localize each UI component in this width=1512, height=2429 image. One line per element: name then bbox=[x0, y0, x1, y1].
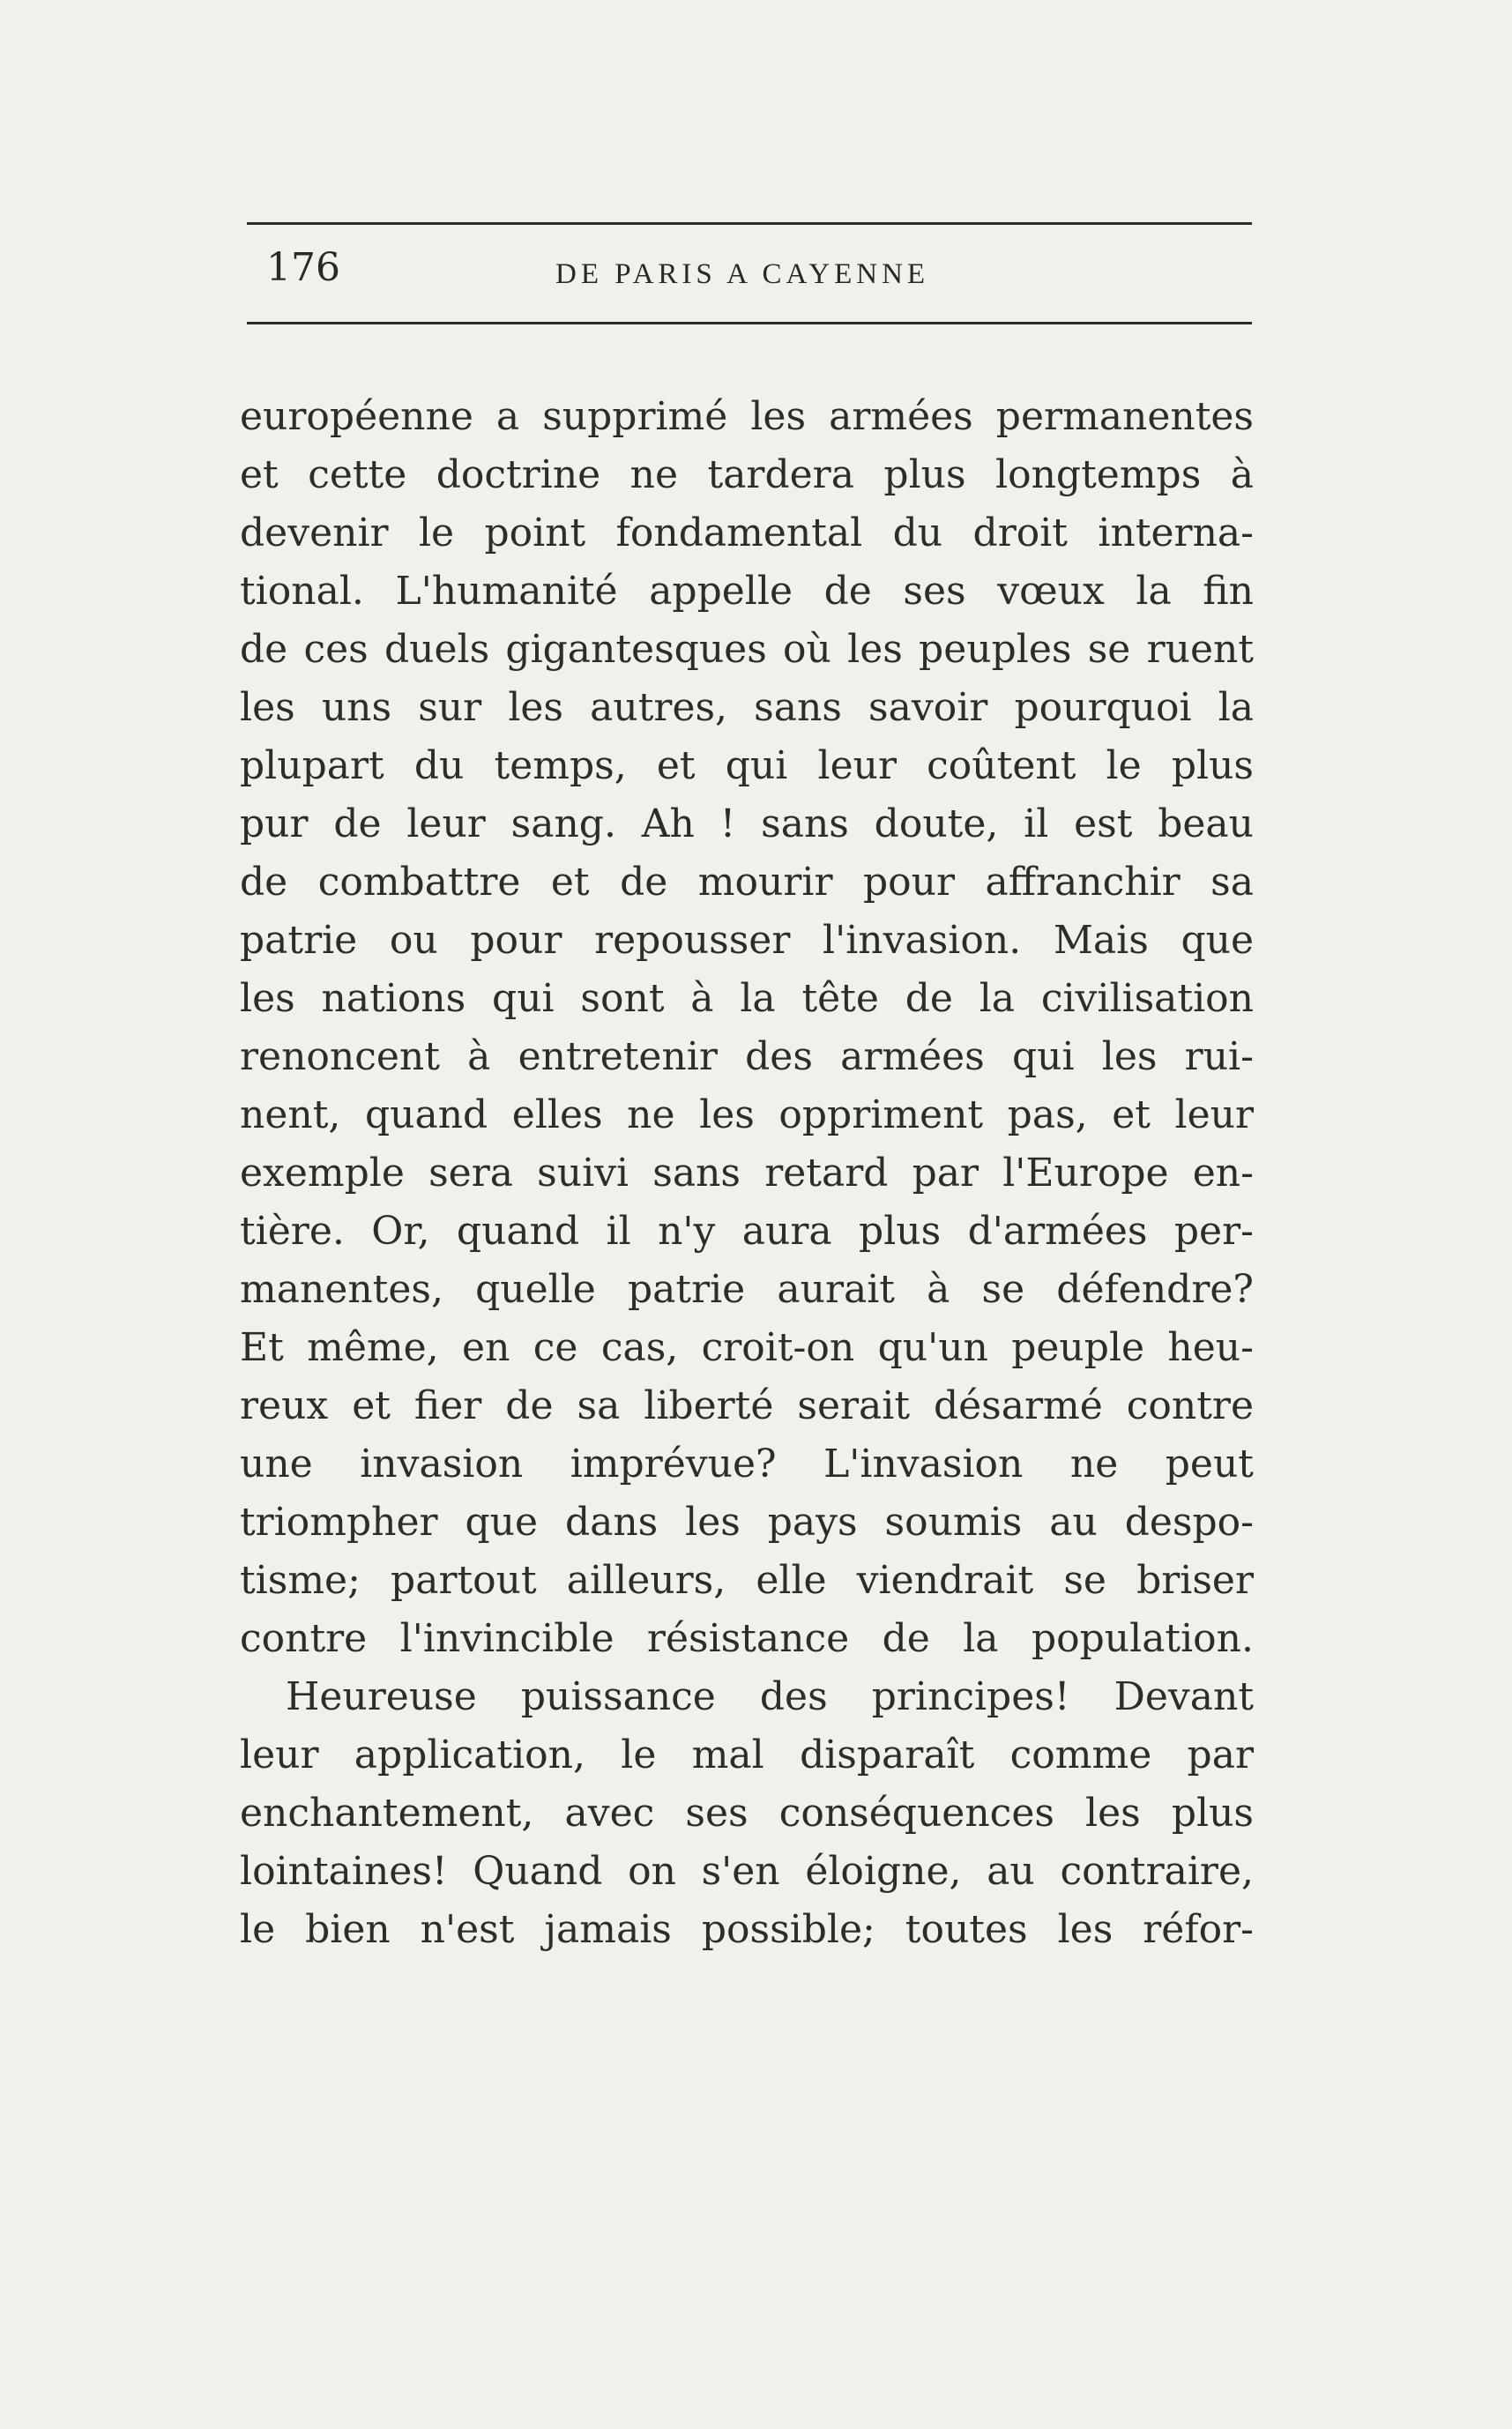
text-line: et cette doctrine ne tardera plus longtemps à bbox=[240, 452, 1254, 497]
text-line: tière. Or, quand il n'y aura plus d'armées per- bbox=[240, 1209, 1254, 1254]
text-line: patrie ou pour repousser l'invasion. Mais que bbox=[240, 918, 1254, 963]
text-line: manentes, quelle patrie aurait à se défendre? bbox=[240, 1267, 1254, 1312]
running-title: DE PARIS A CAYENNE bbox=[555, 258, 930, 290]
running-head bbox=[247, 222, 1252, 326]
header-top-rule bbox=[247, 222, 1252, 225]
text-line: leur application, le mal disparaît comme par bbox=[240, 1732, 1254, 1777]
text-line: européenne a supprimé les armées permanentes bbox=[240, 394, 1254, 439]
body-text bbox=[240, 388, 1254, 1959]
paragraph-end-line: contre l'invincible résistance de la population. bbox=[240, 1616, 1254, 1661]
paragraph-start-line: Heureuse puissance des principes! Devant bbox=[286, 1674, 1254, 1719]
text-line: pur de leur sang. Ah ! sans doute, il est beau bbox=[240, 801, 1254, 846]
page-number: 176 bbox=[266, 245, 340, 290]
text-line: devenir le point fondamental du droit interna- bbox=[240, 510, 1254, 555]
text-line: tisme; partout ailleurs, elle viendrait se briser bbox=[240, 1558, 1254, 1603]
text-line: plupart du temps, et qui leur coûtent le plus bbox=[240, 743, 1254, 788]
text-line: les nations qui sont à la tête de la civilisation bbox=[240, 976, 1254, 1021]
text-line: lointaines! Quand on s'en éloigne, au contraire, bbox=[240, 1849, 1254, 1894]
text-line: Et même, en ce cas, croit-on qu'un peuple heu- bbox=[240, 1325, 1254, 1370]
header-bottom-rule bbox=[247, 322, 1252, 324]
text-line: triompher que dans les pays soumis au despo- bbox=[240, 1500, 1254, 1545]
text-line: nent, quand elles ne les oppriment pas, et leur bbox=[240, 1092, 1254, 1137]
text-line: de combattre et de mourir pour affranchir sa bbox=[240, 860, 1254, 905]
text-line: le bien n'est jamais possible; toutes les réfor- bbox=[240, 1907, 1254, 1952]
text-line: tional. L'humanité appelle de ses vœux la fin bbox=[240, 569, 1254, 614]
text-line: une invasion imprévue? L'invasion ne peut bbox=[240, 1442, 1254, 1486]
text-line: exemple sera suivi sans retard par l'Europe en- bbox=[240, 1151, 1254, 1196]
text-line: reux et fier de sa liberté serait désarmé contre bbox=[240, 1383, 1254, 1428]
text-line: enchantement, avec ses conséquences les plus bbox=[240, 1791, 1254, 1836]
text-line: les uns sur les autres, sans savoir pourquoi la bbox=[240, 685, 1254, 730]
text-line: renoncent à entretenir des armées qui les rui- bbox=[240, 1034, 1254, 1079]
text-line: de ces duels gigantesques où les peuples se ruent bbox=[240, 627, 1254, 672]
